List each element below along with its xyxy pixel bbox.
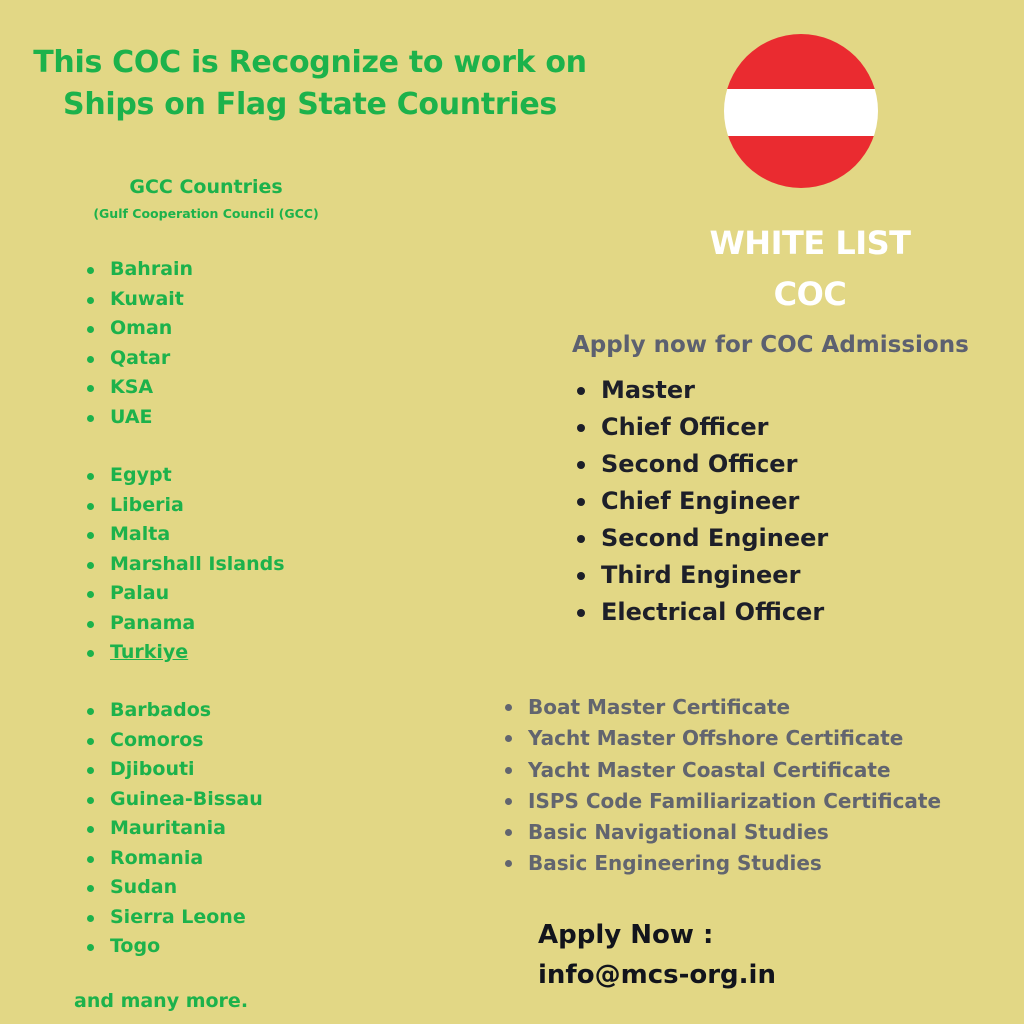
headline-line-1: This COC is Recognize to work on [33, 45, 587, 80]
country-item: Palau [85, 579, 285, 609]
flag-top-red-stripe [724, 34, 878, 89]
country-item: UAE [85, 403, 193, 433]
rank-item: Third Engineer [577, 557, 828, 594]
apply-heading: Apply now for COC Admissions [572, 332, 969, 358]
flag-white-stripe [724, 89, 878, 135]
country-item: Oman [85, 314, 193, 344]
gcc-subtitle: (Gulf Cooperation Council (GCC) [93, 206, 319, 221]
country-item: Mauritania [85, 814, 263, 844]
country-item: Bahrain [85, 255, 193, 285]
contact-email[interactable]: info@mcs-org.in [538, 960, 776, 990]
country-item: Malta [85, 520, 285, 550]
rank-item: Chief Engineer [577, 483, 828, 520]
certificate-item: Yacht Master Coastal Certificate [505, 755, 941, 786]
flag-state-country-list [85, 461, 285, 668]
country-item: Panama [85, 609, 285, 639]
country-item: Qatar [85, 344, 193, 374]
country-item: Sierra Leone [85, 903, 263, 933]
turkiye-link[interactable]: Turkiye [110, 641, 189, 663]
rank-item: Chief Officer [577, 409, 828, 446]
rank-item: Second Engineer [577, 520, 828, 557]
country-item: Liberia [85, 491, 285, 521]
flag-bottom-red-stripe [724, 136, 878, 188]
country-item: Kuwait [85, 285, 193, 315]
rank-item: Second Officer [577, 446, 828, 483]
gcc-title: GCC Countries [129, 176, 283, 198]
country-item: Barbados [85, 696, 263, 726]
rank-item: Electrical Officer [577, 594, 828, 631]
country-item: Romania [85, 844, 263, 874]
country-item: Guinea-Bissau [85, 785, 263, 815]
certificate-item: Yacht Master Offshore Certificate [505, 723, 941, 754]
white-list-title: WHITE LIST [709, 224, 911, 262]
other-country-list [85, 696, 263, 962]
country-item: Djibouti [85, 755, 263, 785]
white-list-coc: COC [773, 275, 847, 313]
apply-now-label: Apply Now : [538, 920, 714, 950]
rank-list [577, 372, 828, 631]
country-item-link[interactable] [85, 638, 285, 668]
country-item: Egypt [85, 461, 285, 491]
country-item: KSA [85, 373, 193, 403]
certificate-item: Basic Navigational Studies [505, 817, 941, 848]
many-more-text: and many more. [74, 990, 249, 1012]
headline [0, 42, 620, 126]
country-item: Marshall Islands [85, 550, 285, 580]
country-item: Sudan [85, 873, 263, 903]
flag-circle-image [724, 34, 878, 188]
headline-line-2: Ships on Flag State Countries [63, 87, 557, 122]
gcc-country-list [85, 255, 193, 432]
certificate-item: Basic Engineering Studies [505, 848, 941, 879]
country-item: Comoros [85, 726, 263, 756]
certificate-item: ISPS Code Familiarization Certificate [505, 786, 941, 817]
country-item: Togo [85, 932, 263, 962]
rank-item: Master [577, 372, 828, 409]
certificate-item: Boat Master Certificate [505, 692, 941, 723]
certificate-list [505, 692, 941, 880]
